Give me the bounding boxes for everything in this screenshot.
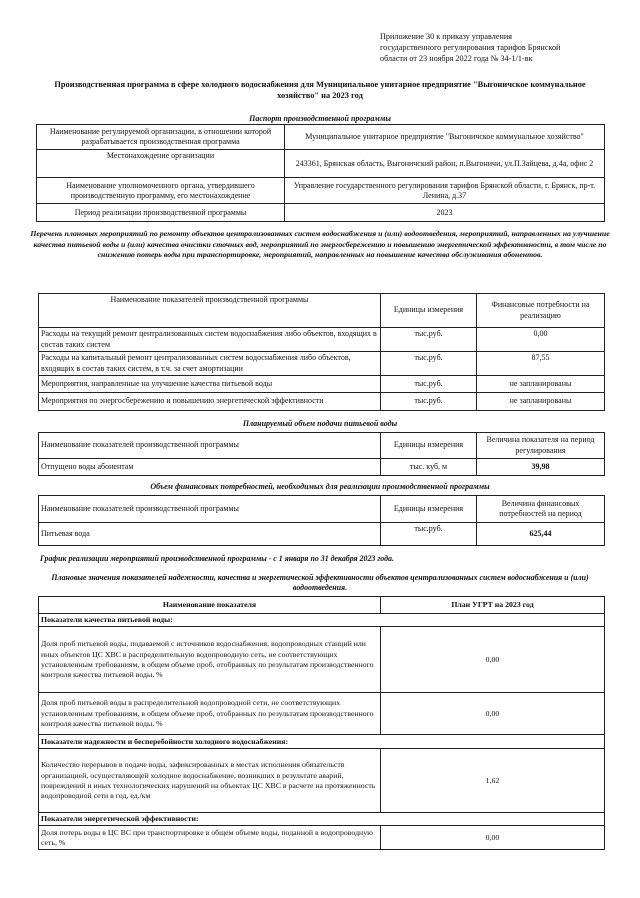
row-unit: тыс.руб. bbox=[381, 352, 477, 376]
row-label: Мероприятия, направленные на улучшение качества питьевой воды bbox=[39, 376, 381, 393]
row-label: Доля проб питьевой воды, подаваемой с источников водоснабжения, водопроводных станций или иных объектов ЦС ХВС в распределительную водопроводную сеть, не соответствующих установленным требованиям, в общем объеме проб, отобранных по результатам производственного контроля качества питьевой воды, % bbox=[39, 627, 381, 693]
row-label: Расходы на капитальный ремонт централизованных систем водоснабжения либо объектов, входящих в состав таких систем, в т.ч. за счет амортизации bbox=[39, 352, 381, 376]
table-row bbox=[37, 204, 605, 222]
table-row bbox=[39, 352, 605, 376]
column-header: Наименование показателя bbox=[39, 597, 381, 614]
table-row bbox=[37, 150, 605, 178]
column-header: Финансовые потребности на реализацию bbox=[477, 294, 605, 328]
finance-title: Объем финансовых потребностей, необходимых для реализации производственной программы bbox=[150, 482, 490, 491]
plan-title: Плановые значения показателей надежности, качества и энергетической эффективности объектов централизованных систем водоснабжения и (или) водоотведения. bbox=[51, 573, 589, 593]
row-value: 1,62 bbox=[381, 749, 605, 813]
appendix-line: области от 23 ноября 2022 года № 34-1/1-вк bbox=[380, 54, 533, 64]
row-value: 0,00 bbox=[381, 693, 605, 735]
table-header-row bbox=[39, 597, 605, 614]
schedule-note: График реализации мероприятий производственной программы - с 1 января по 31 декабря 2023 года. bbox=[40, 554, 394, 563]
row-value: 0,00 bbox=[477, 328, 605, 352]
row-value: 39,98 bbox=[477, 459, 605, 476]
volume-table bbox=[38, 432, 605, 476]
table-row bbox=[39, 376, 605, 393]
column-header: Наименование показателей производственной программы bbox=[39, 294, 381, 328]
column-header: План УГРТ на 2023 год bbox=[381, 597, 605, 614]
table-section-row bbox=[39, 813, 605, 826]
row-label: Расходы на текущий ремонт централизованных систем водоснабжения либо объектов, входящих в состав таких систем bbox=[39, 328, 381, 352]
table-row bbox=[37, 178, 605, 204]
table-header-row bbox=[39, 496, 605, 523]
table-row bbox=[39, 523, 605, 546]
row-value: не запланированы bbox=[477, 376, 605, 393]
appendix-line: государственного регулирования тарифов Брянской bbox=[380, 43, 561, 53]
row-label: Отпущено воды абонентам bbox=[39, 459, 381, 476]
passport-label: Период реализации производственной программы bbox=[37, 204, 285, 222]
table-section-row bbox=[39, 614, 605, 627]
passport-label: Местонахождение организации bbox=[37, 150, 285, 178]
table-row bbox=[39, 328, 605, 352]
row-value: 625,44 bbox=[477, 523, 605, 546]
row-value: 0,00 bbox=[381, 826, 605, 850]
table-row bbox=[39, 459, 605, 476]
section-heading: Показатели надежности и бесперебойности холодного водоснабжения: bbox=[39, 735, 605, 749]
appendix-line: Приложение 30 к приказу управления bbox=[380, 32, 513, 41]
row-label: Доля потерь воды в ЦС ВС при транспортировке в общем объеме воды, поданной в водопроводную сеть, % bbox=[39, 826, 381, 850]
row-value: 87,55 bbox=[477, 352, 605, 376]
volume-title: Планируемый объем подачи питьевой воды bbox=[242, 419, 398, 428]
column-header: Единицы измерения bbox=[381, 496, 477, 523]
document-title: Производственная программа в сфере холодного водоснабжения для Муниципальное унитарное предприятие "Выгоничское коммунальное хозяйство" на 2023 год bbox=[54, 80, 586, 100]
passport-title: Паспорт производственной программы bbox=[249, 114, 391, 123]
passport-value: Управление государственного регулирования тарифов Брянской области, г. Брянск, пр-т. Ленина, д.37 bbox=[285, 178, 605, 204]
plan-table bbox=[38, 596, 605, 850]
column-header: Наименование показателей производственной программы bbox=[39, 433, 381, 459]
column-header: Величина показателя на период регулирования bbox=[477, 433, 605, 459]
table-row bbox=[39, 627, 605, 693]
row-label: Доля проб питьевой воды в распределительной водопроводной сети, не соответствующих установленным требованиям, в общем объеме проб, отобранных по результатам производственного контроля качества питьевой воды, % bbox=[39, 693, 381, 735]
row-unit: тыс.руб. bbox=[381, 523, 477, 546]
passport-label: Наименование уполномоченного органа, утвердившего производственную программу, его местонахождение bbox=[37, 178, 285, 204]
column-header: Наименование показателей производственной программы bbox=[39, 496, 381, 523]
table-row bbox=[39, 826, 605, 850]
section-heading: Показатели качества питьевой воды: bbox=[39, 614, 605, 627]
column-header: Величина финансовых потребностей на период bbox=[477, 496, 605, 523]
table-section-row bbox=[39, 735, 605, 749]
table-header-row bbox=[39, 294, 605, 328]
row-unit: тыс.руб. bbox=[381, 376, 477, 393]
row-label: Мероприятия по энергосбережению и повышению энергетической эффективности bbox=[39, 393, 381, 411]
column-header: Единицы измерения bbox=[381, 294, 477, 328]
table-row bbox=[39, 393, 605, 411]
passport-value: 2023 bbox=[285, 204, 605, 222]
passport-value: 243361, Брянская область, Выгоничский район, п.Выгоничи, ул.П.Зайцева, д.4а, офис 2 bbox=[285, 150, 605, 178]
row-value: не запланированы bbox=[477, 393, 605, 411]
table-row bbox=[37, 125, 605, 150]
section-heading: Показатели энергетической эффективности: bbox=[39, 813, 605, 826]
passport-label: Наименование регулируемой организации, в отношении которой разрабатывается производственная программа bbox=[37, 125, 285, 150]
table-header-row bbox=[39, 433, 605, 459]
row-unit: тыс. куб. м bbox=[381, 459, 477, 476]
measures-table bbox=[38, 293, 605, 411]
passport-table bbox=[36, 124, 605, 222]
row-unit: тыс.руб. bbox=[381, 328, 477, 352]
table-row bbox=[39, 693, 605, 735]
row-unit: тыс.руб. bbox=[381, 393, 477, 411]
passport-value: Муниципальное унитарное предприятие "Выгоничское коммунальное хозяйство" bbox=[285, 125, 605, 150]
row-label: Питьевая вода bbox=[39, 523, 381, 546]
column-header: Единицы измерения bbox=[381, 433, 477, 459]
appendix-note bbox=[380, 31, 612, 64]
finance-table bbox=[38, 495, 605, 546]
row-value: 0,00 bbox=[381, 627, 605, 693]
measures-title: Перечень плановых мероприятий по ремонту объектов централизованных систем водоснабжения и (или) водоотведения, мероприятий, направленных на улучшение качества питьевой воды и (или) качества очистки сточных вод, мероприятий по энергосбережению и повышению энергетической эффективности, в том числе по снижению потерь воды при транспортировке, мероприятий, направленных на повышение качества обслуживания абонентов. bbox=[30, 229, 610, 260]
row-label: Количество перерывов в подаче воды, зафиксированных в местах исполнения обязательств организацией, осуществляющей холодное водоснабжение, возникших в результате аварий, повреждений и иных технологических нарушений на объектах ЦС ХВС в расчете на протяженность водопроводной сети в год, ед./км bbox=[39, 749, 381, 813]
table-row bbox=[39, 749, 605, 813]
